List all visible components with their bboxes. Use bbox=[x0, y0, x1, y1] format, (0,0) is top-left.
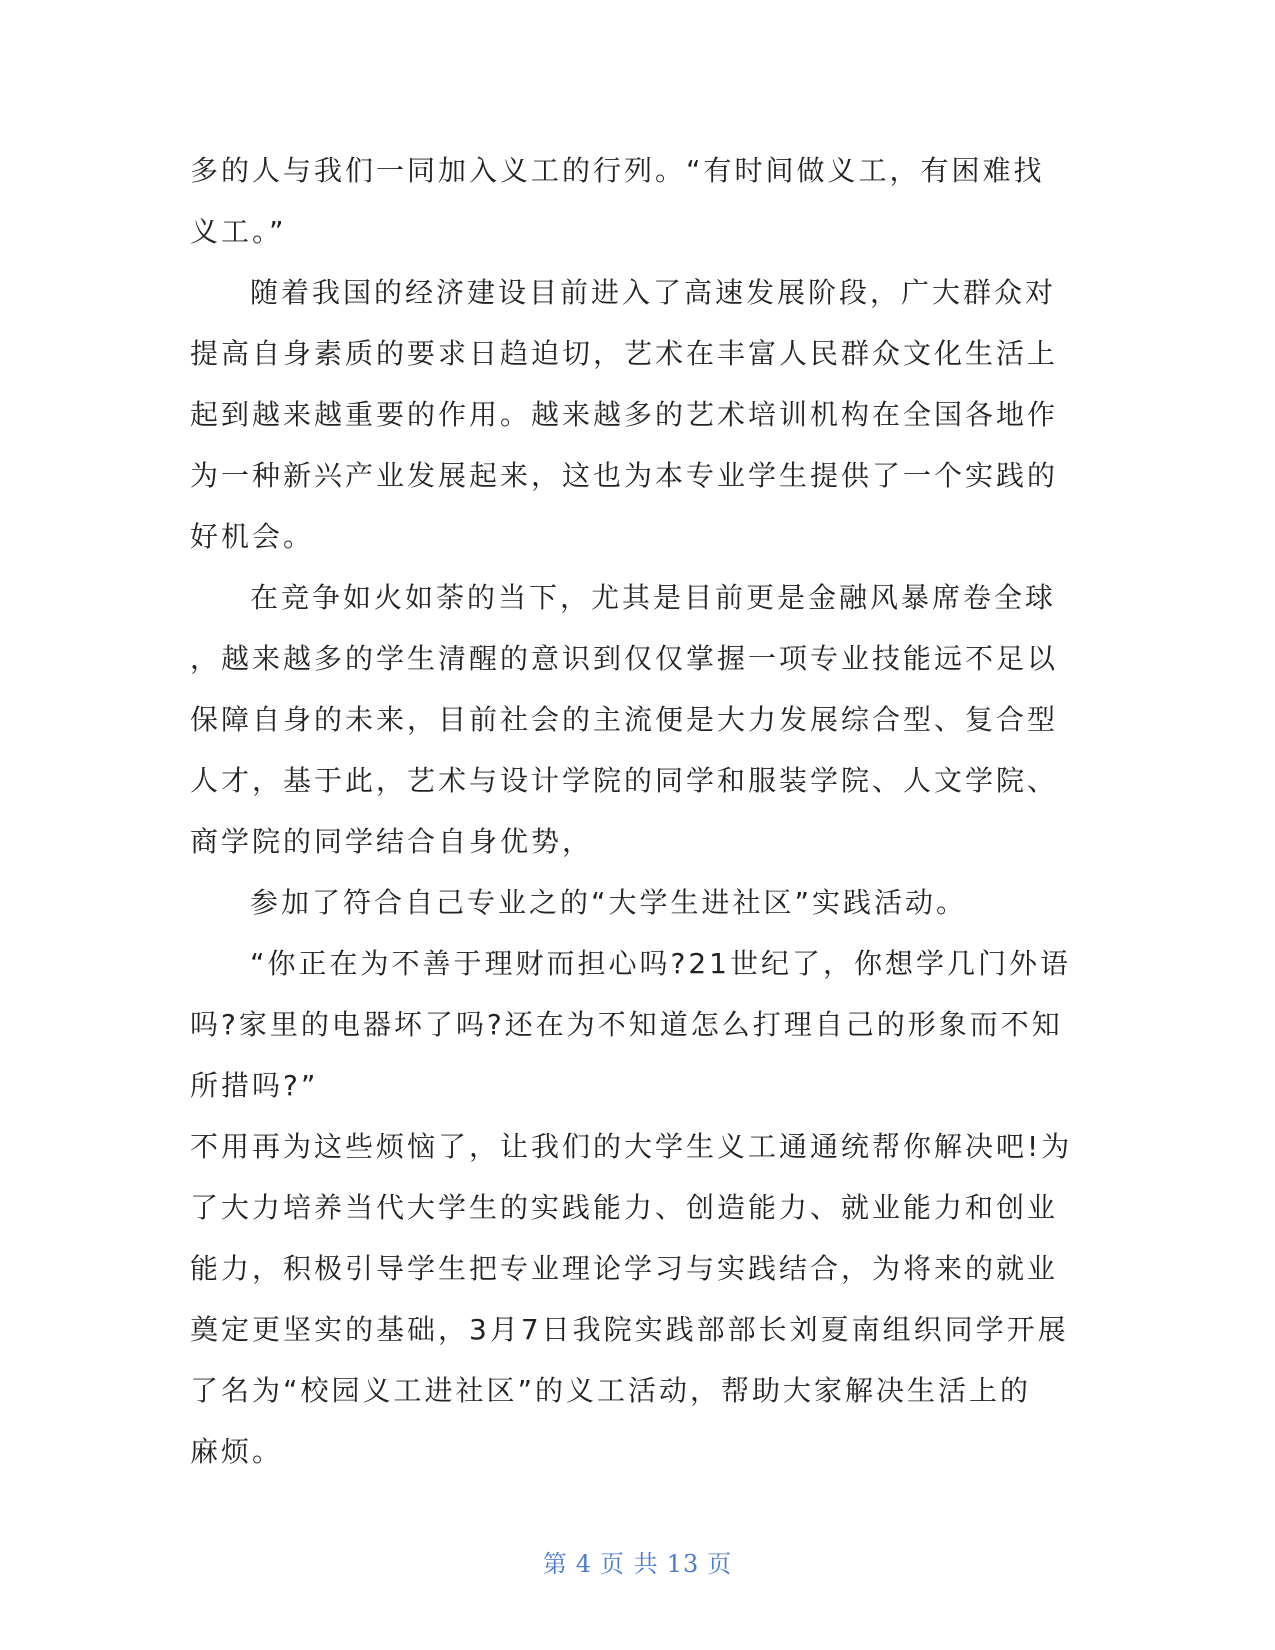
text-line: 麻烦。 bbox=[190, 1435, 284, 1468]
text-line: 提高自身素质的要求日趋迫切，艺术在丰富人民群众文化生活上 bbox=[190, 337, 1059, 370]
current-page-number: 4 bbox=[575, 1550, 593, 1578]
text-line: 参加了符合自己专业之的“大学生进社区”实践活动。 bbox=[250, 886, 968, 919]
text-line: 好机会。 bbox=[190, 520, 315, 553]
text-line: 保障自身的未来，目前社会的主流便是大力发展综合型、复合型 bbox=[190, 703, 1059, 736]
text-line: 不用再为这些烦恼了，让我们的大学生义工通通统帮你解决吧!为 bbox=[190, 1130, 1073, 1163]
text-line: 奠定更坚实的基础，3月7日我院实践部部长刘夏南组织同学开展 bbox=[190, 1313, 1069, 1346]
text-line: 了大力培养当代大学生的实践能力、创造能力、就业能力和创业 bbox=[190, 1191, 1059, 1224]
text-line: 人才，基于此，艺术与设计学院的同学和服装学院、人文学院、 bbox=[190, 764, 1059, 797]
text-line: 在竞争如火如荼的当下，尤其是目前更是金融风暴席卷全球 bbox=[250, 581, 1057, 614]
text-line: ，越来越多的学生清醒的意识到仅仅掌握一项专业技能远不足以 bbox=[190, 642, 1059, 675]
text-line: 多的人与我们一同加入义工的行列。“有时间做义工，有困难找 bbox=[190, 154, 1045, 187]
footer-suffix: 页 bbox=[707, 1550, 733, 1578]
document-body bbox=[190, 140, 1090, 1482]
footer-middle: 页 共 bbox=[600, 1550, 659, 1578]
text-line: 所措吗?” bbox=[190, 1069, 319, 1102]
text-line: 了名为“校园义工进社区”的义工活动，帮助大家解决生活上的 bbox=[190, 1374, 1032, 1407]
total-page-count: 13 bbox=[666, 1550, 700, 1578]
text-line: 吗?家里的电器坏了吗?还在为不知道怎么打理自己的形象而不知 bbox=[190, 1008, 1063, 1041]
page-footer bbox=[0, 1544, 1275, 1579]
text-line: 义工。” bbox=[190, 215, 287, 248]
text-line: 随着我国的经济建设目前进入了高速发展阶段，广大群众对 bbox=[250, 276, 1057, 309]
text-line: 商学院的同学结合自身优势， bbox=[190, 825, 594, 858]
text-line: 起到越来越重要的作用。越来越多的艺术培训机构在全国各地作 bbox=[190, 398, 1059, 431]
text-line: “你正在为不善于理财而担心吗?21世纪了，你想学几门外语 bbox=[250, 947, 1071, 980]
footer-prefix: 第 bbox=[542, 1550, 568, 1578]
text-line: 为一种新兴产业发展起来，这也为本专业学生提供了一个实践的 bbox=[190, 459, 1059, 492]
text-line: 能力，积极引导学生把专业理论学习与实践结合，为将来的就业 bbox=[190, 1252, 1059, 1285]
